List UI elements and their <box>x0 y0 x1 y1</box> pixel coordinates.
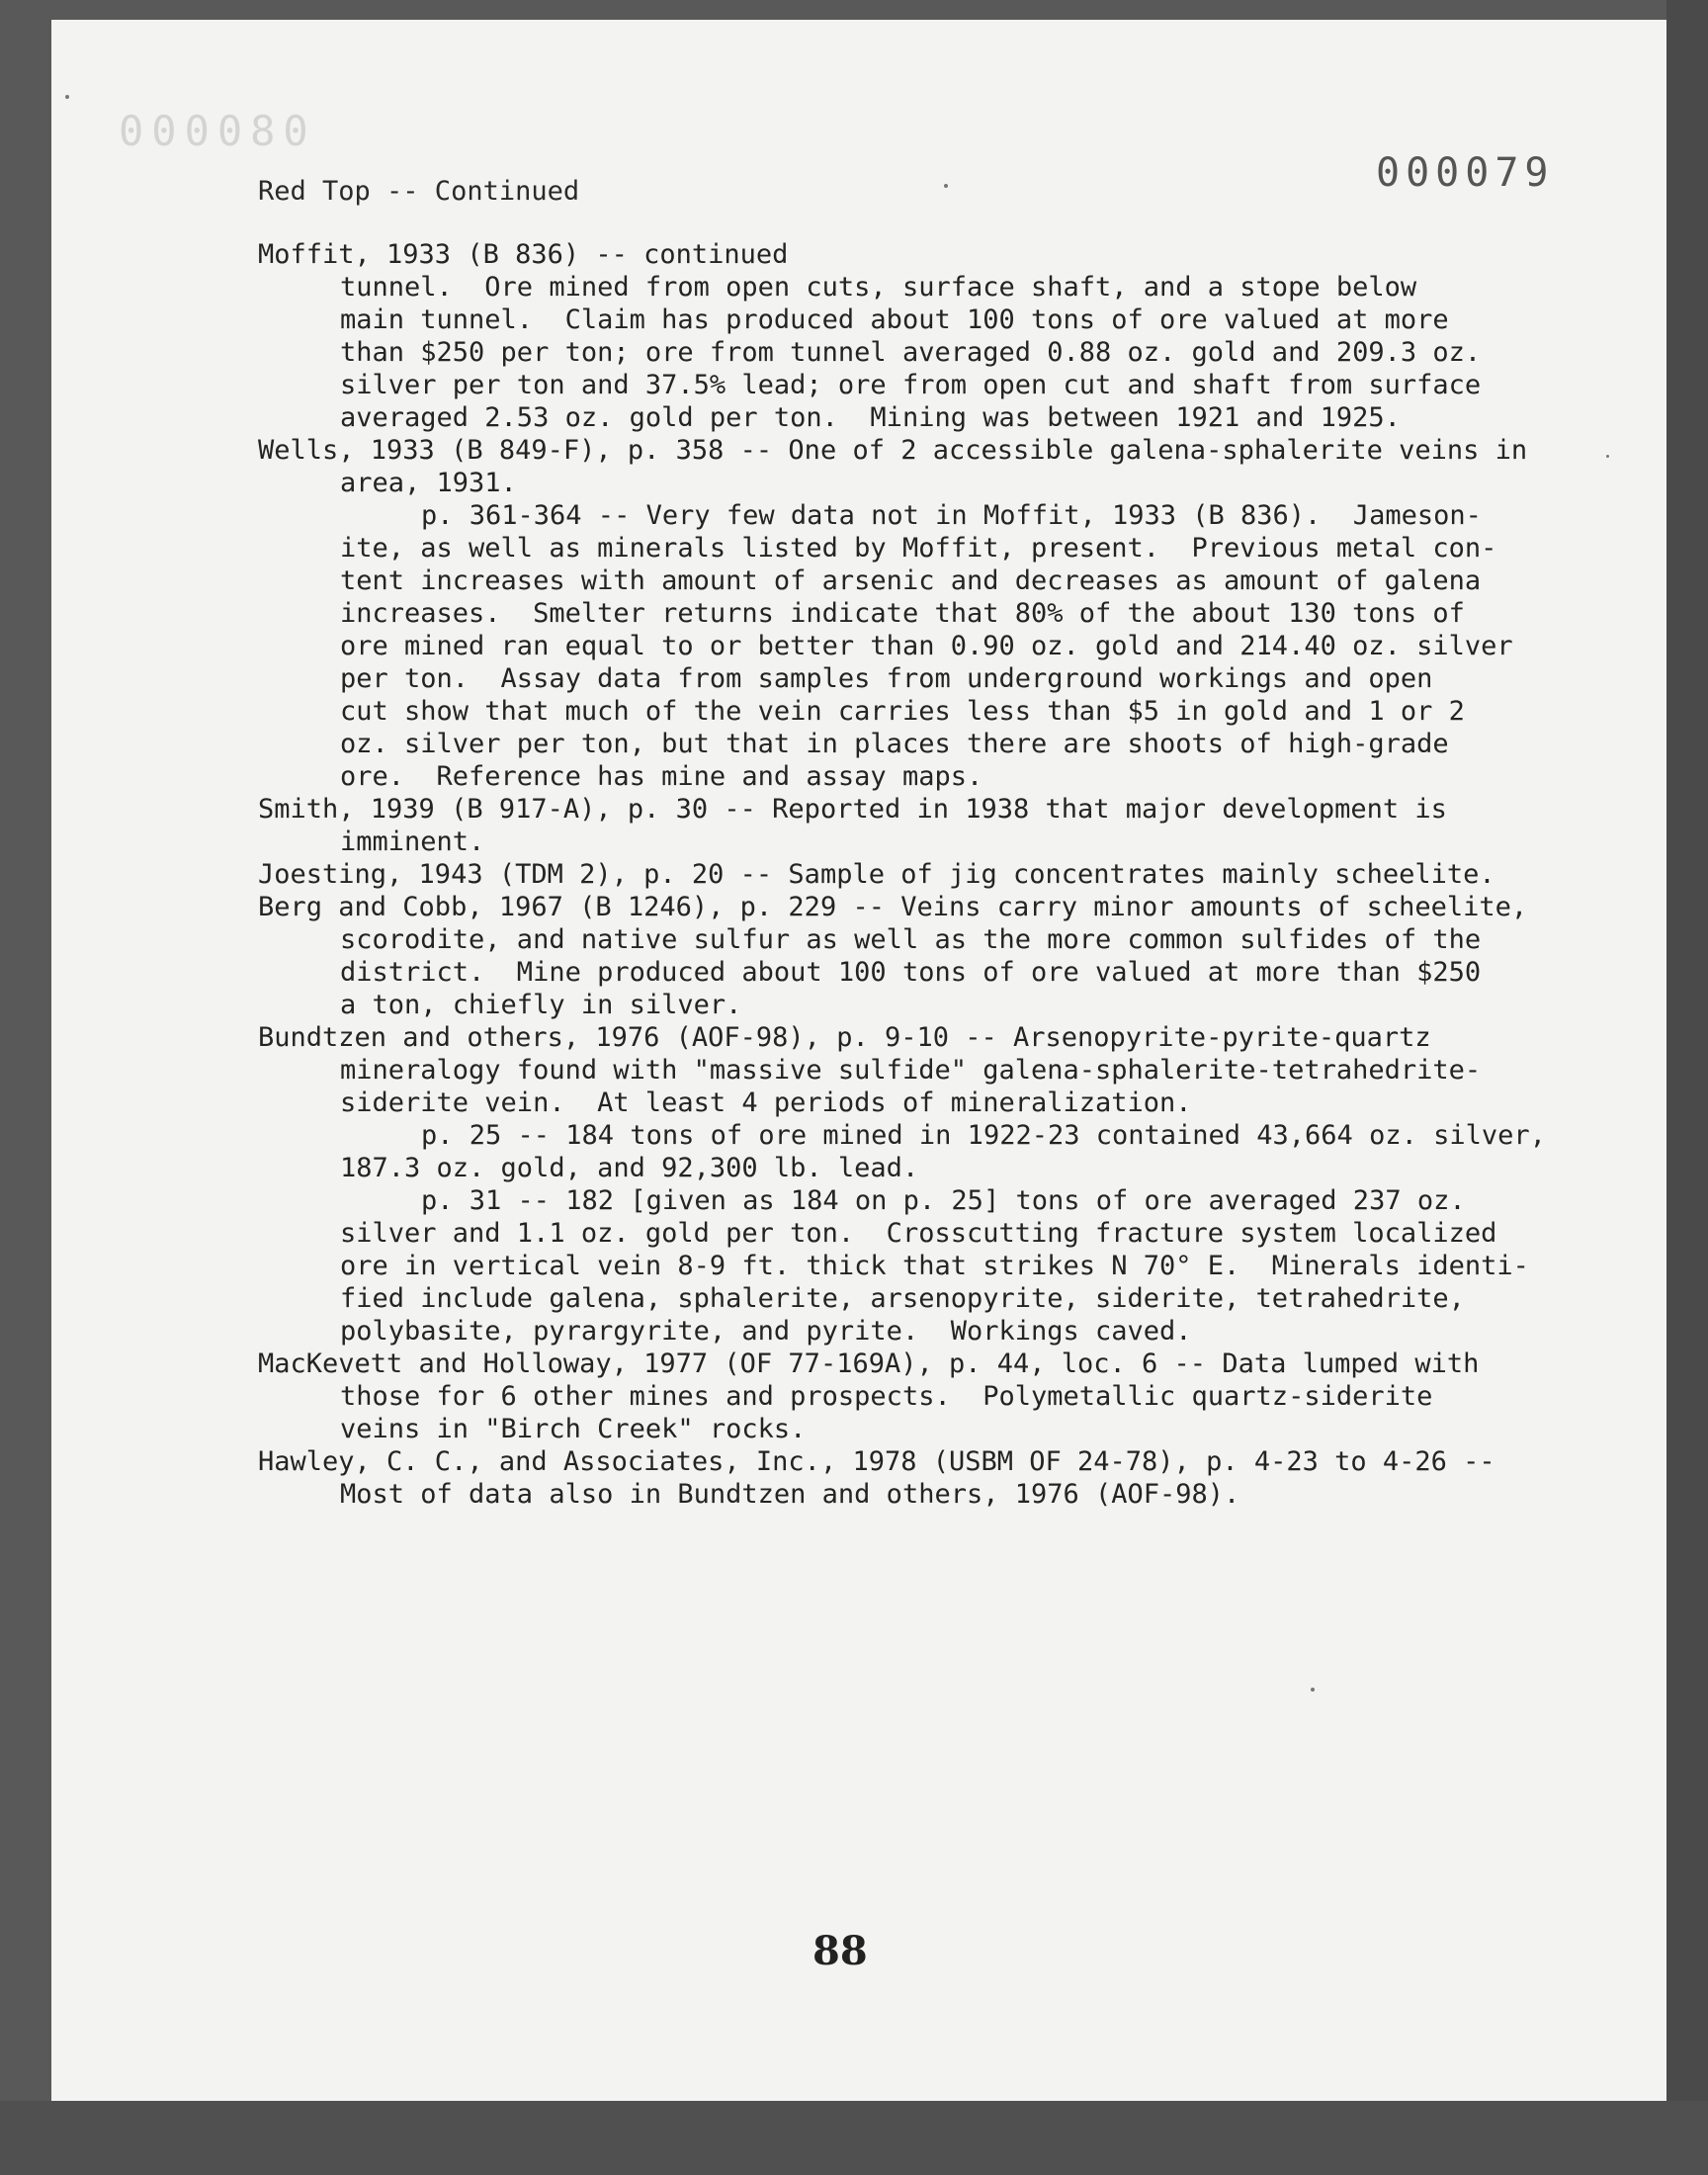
text-line: polybasite, pyrargyrite, and pyrite. Workings caved. <box>340 1316 1192 1347</box>
text-line: district. Mine produced about 100 tons of ore valued at more than $250 <box>340 957 1482 988</box>
text-line: main tunnel. Claim has produced about 100 tons of ore valued at more <box>340 304 1449 335</box>
page-number: 88 <box>812 1928 868 1974</box>
text-line: 187.3 oz. gold, and 92,300 lb. lead. <box>340 1153 919 1183</box>
reference-entry <box>258 1445 1582 1511</box>
reference-entry <box>258 858 1582 891</box>
text-line: silver and 1.1 oz. gold per ton. Crosscutting fracture system localized <box>340 1218 1497 1249</box>
text-line: Hawley, C. C., and Associates, Inc., 1978 (USBM OF 24-78), p. 4-23 to 4-26 -- <box>258 1446 1495 1477</box>
text-line: Joesting, 1943 (TDM 2), p. 20 -- Sample of jig concentrates mainly scheelite. <box>258 859 1495 890</box>
text-line: p. 31 -- 182 [given as 184 on p. 25] tons of ore averaged 237 oz. <box>421 1185 1466 1216</box>
text-line: veins in "Birch Creek" rocks. <box>340 1414 807 1444</box>
text-line: imminent. <box>340 826 485 857</box>
bleed-through-number: 000080 <box>119 107 316 155</box>
text-line: Smith, 1939 (B 917-A), p. 30 -- Reported in 1938 that major development is <box>258 794 1447 825</box>
text-line: those for 6 other mines and prospects. Polymetallic quartz-siderite <box>340 1381 1433 1412</box>
scan-border-bottom <box>0 2101 1708 2175</box>
text-line: ore in vertical vein 8-9 ft. thick that strikes N 70° E. Minerals identi- <box>340 1251 1529 1281</box>
reference-entry <box>258 238 1582 434</box>
document-body <box>258 238 1582 1511</box>
text-line: Wells, 1933 (B 849-F), p. 358 -- One of 2 accessible galena-sphalerite veins in <box>258 435 1528 466</box>
text-line: ore mined ran equal to or better than 0.90 oz. gold and 214.40 oz. silver <box>340 631 1513 661</box>
text-line: Moffit, 1933 (B 836) -- continued <box>258 239 789 270</box>
scan-speck <box>1606 455 1609 458</box>
text-line: oz. silver per ton, but that in places there are shoots of high-grade <box>340 729 1449 759</box>
text-line: silver per ton and 37.5% lead; ore from open cut and shaft from surface <box>340 370 1482 400</box>
text-line: increases. Smelter returns indicate that 80% of the about 130 tons of <box>340 598 1465 629</box>
text-line: ite, as well as minerals listed by Moffit, present. Previous metal con- <box>340 533 1497 564</box>
text-line: than $250 per ton; ore from tunnel averaged 0.88 oz. gold and 209.3 oz. <box>340 337 1482 368</box>
text-line: tunnel. Ore mined from open cuts, surface shaft, and a stope below <box>340 272 1417 303</box>
reference-entry <box>258 793 1582 858</box>
scan-speck <box>944 184 948 188</box>
text-line: scorodite, and native sulfur as well as the more common sulfides of the <box>340 924 1482 955</box>
reference-entry <box>258 1021 1582 1348</box>
text-line: cut show that much of the vein carries less than $5 in gold and 1 or 2 <box>340 696 1465 727</box>
text-line: ore. Reference has mine and assay maps. <box>340 761 983 792</box>
text-line: tent increases with amount of arsenic and decreases as amount of galena <box>340 566 1482 596</box>
scan-speck <box>65 95 69 99</box>
scan-border-right <box>1666 0 1708 2175</box>
text-line: Most of data also in Bundtzen and others, 1976 (AOF-98). <box>340 1479 1240 1510</box>
text-line: fied include galena, sphalerite, arsenopyrite, siderite, tetrahedrite, <box>340 1283 1465 1314</box>
text-line: mineralogy found with "massive sulfide" galena-sphalerite-tetrahedrite- <box>340 1055 1482 1086</box>
text-line: area, 1931. <box>340 468 517 498</box>
scan-speck <box>1311 1688 1315 1692</box>
reference-entry <box>258 891 1582 1021</box>
text-line: a ton, chiefly in silver. <box>340 990 742 1020</box>
text-line: Bundtzen and others, 1976 (AOF-98), p. 9-10 -- Arsenopyrite-pyrite-quartz <box>258 1022 1431 1053</box>
text-line: p. 361-364 -- Very few data not in Moffit, 1933 (B 836). Jameson- <box>421 500 1482 531</box>
page-id-stamp: 000079 <box>1376 150 1555 196</box>
text-line: per ton. Assay data from samples from underground workings and open <box>340 663 1433 694</box>
text-line: averaged 2.53 oz. gold per ton. Mining was between 1921 and 1925. <box>340 402 1401 433</box>
reference-entry <box>258 1348 1582 1445</box>
text-line: p. 25 -- 184 tons of ore mined in 1922-23 contained 43,664 oz. silver, <box>421 1120 1546 1151</box>
reference-entry <box>258 434 1582 793</box>
text-line: Berg and Cobb, 1967 (B 1246), p. 229 -- Veins carry minor amounts of scheelite, <box>258 892 1528 922</box>
text-line: MacKevett and Holloway, 1977 (OF 77-169A), p. 44, loc. 6 -- Data lumped with <box>258 1348 1480 1379</box>
running-head: Red Top -- Continued <box>258 176 580 207</box>
text-line: siderite vein. At least 4 periods of mineralization. <box>340 1088 1192 1118</box>
